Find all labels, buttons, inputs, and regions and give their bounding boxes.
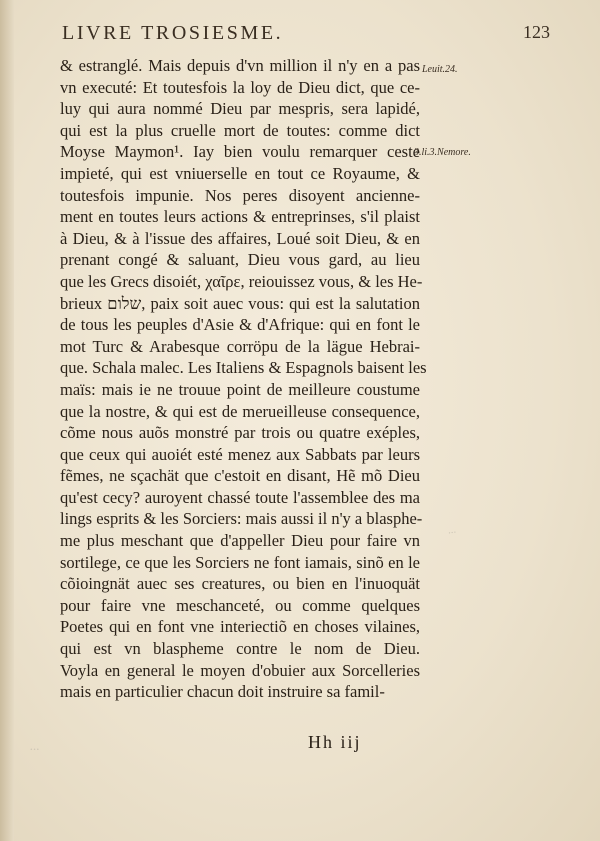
running-header: LIVRE TROSIESME. xyxy=(62,22,284,44)
text-line: luy qui aura nommé Dieu par mespris, sera lapidé, xyxy=(60,99,420,119)
text-line: & estranglé. Mais depuis d'vn million il n'y en a pas xyxy=(60,56,420,75)
text-line: toutesfois impunie. Nos peres disoyent ancienne- xyxy=(60,185,420,205)
text-line: me plus meschant que d'appeller Dieu pour faire vn xyxy=(60,531,420,551)
text-line: ment en toutes leurs actions & entreprinses, s'il plaist xyxy=(60,207,420,227)
text-line: lings esprits & les Sorciers: mais aussi il n'y a blasphe- xyxy=(60,509,423,529)
page-number: 123 xyxy=(523,22,550,42)
text-line: vn executé: Et toutesfois la loy de Dieu dict, que ce- xyxy=(60,77,420,97)
text-line: à Dieu, & à l'issue des affaires, Loué soit Dieu, & en xyxy=(60,228,420,248)
marginal-note-maimonides: 3.li.3.Nemore. xyxy=(414,147,471,158)
text-line: de tous les peuples d'Asie & d'Afrique: qui en font le xyxy=(60,315,420,335)
body-text xyxy=(60,55,427,703)
text-line: mais en particulier chacun doit instruire sa famil- xyxy=(60,682,385,702)
text-line: sortilege, ce que les Sorciers ne font iamais, sinõ en le xyxy=(60,552,420,572)
signature-mark: Hh iij xyxy=(308,732,362,752)
marginal-note-leviticus: Leuit.24. xyxy=(422,64,458,75)
text-line: cõioingnät auec ses creatures, ou bien en l'inuoquät xyxy=(60,574,420,594)
text-line: fẽmes, ne sçachät que c'estoit en disant, Hẽ mõ Dieu xyxy=(60,466,420,486)
text-line: maïs: mais ie ne trouue point de meilleure coustume xyxy=(60,379,420,399)
text-line: qui est vn blaspheme contre le nom de Dieu. xyxy=(60,639,420,659)
text-line: pour faire vne meschanceté, ou comme quelques xyxy=(60,595,420,615)
text-line: que les Grecs disoiét, χαῖρε, reiouissez vous, & les He- xyxy=(60,271,423,291)
bleed-through-text: ... xyxy=(447,523,458,537)
text-line: qu'est cecy? auroyent chassé toute l'assemblee des ma xyxy=(60,487,420,507)
text-line: Poetes qui en font vne interiectiõ en choses vilaines, xyxy=(60,617,420,637)
text-line: que. Schala malec. Les Italiens & Espagnols baisent les xyxy=(60,358,427,378)
text-line: impieté, qui est vniuerselle en tout ce Royaume, & xyxy=(60,163,420,183)
text-line: que la nostre, & qui est de merueilleuse consequence, xyxy=(60,401,420,421)
text-line: mot Turc & Arabesque corröpu de la lägue Hebrai- xyxy=(60,336,420,356)
page-gutter xyxy=(0,0,14,841)
text-line: que ceux qui auoiét esté menez aux Sabbats par leurs xyxy=(60,444,420,464)
text-line: qui est la plus cruelle mort de toutes: comme dict xyxy=(60,120,420,140)
text-line: cõme nous auõs monstré par trois ou quatre exéples, xyxy=(60,423,420,443)
text-line: prenant congé & saluant, Dieu vous gard, au lieu xyxy=(60,250,420,270)
text-line: Voyla en general le moyen d'obuier aux Sorcelleries xyxy=(60,660,420,680)
bleed-through-text: ... xyxy=(30,738,40,753)
text-line: Moyse Maymon¹. Iay bien voulu remarquer ceste xyxy=(60,142,420,162)
text-line: brieux שלום, paix soit auec vous: qui est la salutation xyxy=(60,293,420,313)
